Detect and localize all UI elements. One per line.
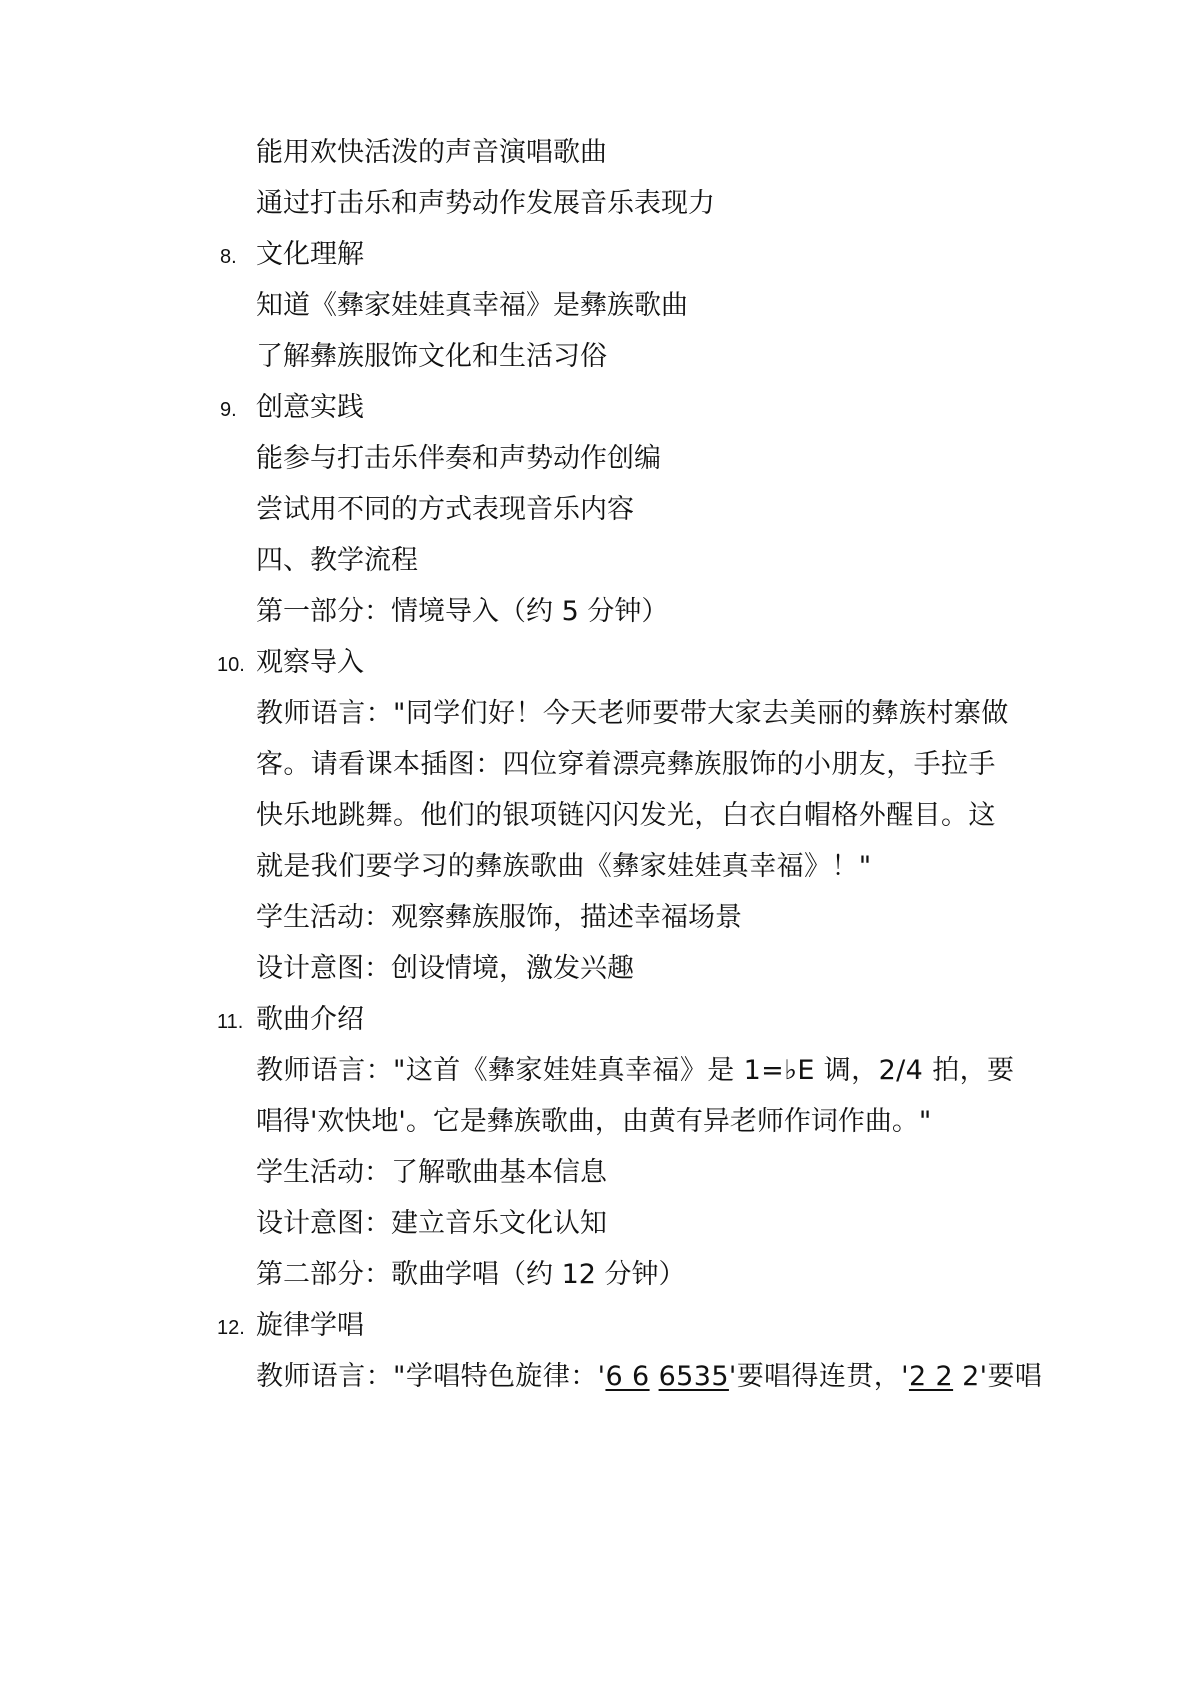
list-item-label: 观察导入 (256, 647, 364, 678)
text-span: 2'要唱 (953, 1361, 1043, 1392)
text-line: 快乐地跳舞。他们的银项链闪闪发光，白衣白帽格外醒目。这 (256, 800, 996, 831)
text-line: 学生活动：观察彝族服饰，描述幸福场景 (256, 902, 742, 933)
text-line: 尝试用不同的方式表现音乐内容 (256, 494, 634, 525)
subsection-heading: 第一部分：情境导入（约 5 分钟） (256, 596, 669, 627)
list-number: 9. (220, 399, 237, 421)
text-line: 知道《彝家娃娃真幸福》是彝族歌曲 (256, 290, 688, 321)
list-number: 11. (217, 1011, 244, 1033)
text-span: '要唱得连贯，' (728, 1361, 909, 1392)
text-line: 通过打击乐和声势动作发展音乐表现力 (256, 188, 715, 219)
list-item-label: 文化理解 (256, 239, 364, 270)
text-line: 设计意图：创设情境，激发兴趣 (256, 953, 634, 984)
notation-underlined: 6 6 (605, 1361, 650, 1392)
text-line: 学生活动：了解歌曲基本信息 (256, 1157, 607, 1188)
list-item-label: 创意实践 (256, 392, 364, 423)
text-line: 教师语言："这首《彝家娃娃真幸福》是 1=♭E 调，2/4 拍，要 (256, 1055, 1015, 1086)
text-line: 客。请看课本插图：四位穿着漂亮彝族服饰的小朋友，手拉手 (256, 749, 996, 780)
text-span: 教师语言："学唱特色旋律：' (256, 1361, 606, 1392)
list-number: 12. (217, 1317, 245, 1339)
subsection-heading: 第二部分：歌曲学唱（约 12 分钟） (256, 1259, 686, 1290)
notation-underlined: 6535 (658, 1361, 729, 1392)
text-line: 教师语言："同学们好！今天老师要带大家去美丽的彝族村寨做 (256, 698, 1009, 729)
list-item (0, 1309, 1200, 1343)
list-item-label: 旋律学唱 (256, 1310, 364, 1341)
list-item (0, 1003, 1200, 1037)
text-line: 设计意图：建立音乐文化认知 (256, 1208, 607, 1239)
list-item (0, 391, 1200, 425)
list-item-label: 歌曲介绍 (256, 1004, 364, 1035)
text-line: 唱得'欢快地'。它是彝族歌曲，由黄有异老师作词作曲。" (256, 1106, 932, 1137)
notation-underlined: 2 2 (908, 1361, 954, 1392)
list-number: 8. (220, 246, 237, 268)
list-number: 10. (217, 654, 245, 676)
text-line: 了解彝族服饰文化和生活习俗 (256, 341, 607, 372)
list-item (0, 238, 1200, 272)
text-line: 能参与打击乐伴奏和声势动作创编 (256, 443, 661, 474)
text-line: 就是我们要学习的彝族歌曲《彝家娃娃真幸福》！" (256, 851, 872, 882)
text-line (256, 1360, 1042, 1394)
section-heading: 四、教学流程 (256, 545, 418, 576)
text-span (650, 1361, 659, 1392)
list-item (0, 646, 1200, 680)
text-line: 能用欢快活泼的声音演唱歌曲 (256, 137, 607, 168)
